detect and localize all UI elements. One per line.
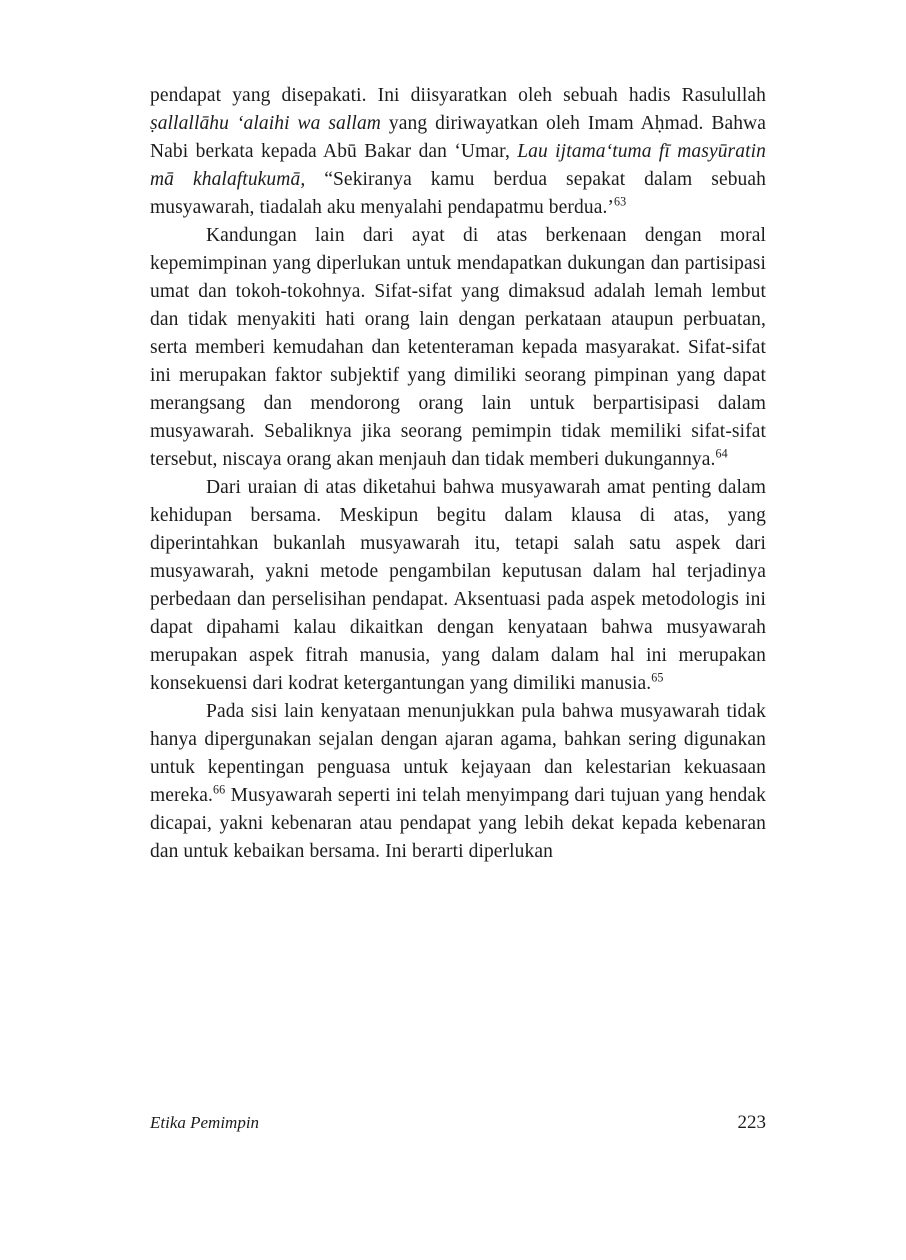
running-title: Etika Pemimpin xyxy=(150,1113,260,1132)
text-run: yang diriwayatkan oleh Imam Aḥmad. Bahwa Nabi berkata kepada Abū Bakar dan ‘Umar, xyxy=(150,113,766,162)
text-block xyxy=(150,82,766,866)
footer xyxy=(150,1112,766,1134)
text-run: pendapat yang disepakati. Ini diisyaratkan oleh sebuah hadis Rasulullah xyxy=(150,85,766,106)
paragraph xyxy=(150,222,766,474)
italic-text-run: ṣallallāhu ‘alaihi wa sallam xyxy=(150,113,381,134)
paragraph xyxy=(150,474,766,698)
paragraph xyxy=(150,82,766,222)
text-run: Dari uraian di atas diketahui bahwa musyawarah amat penting dalam kehidupan bersama. Meskipun begitu dalam klausa di atas, yang diperintahkan bukanlah musyawarah itu, tetapi salah satu aspek dari musyawarah, yakni metode pengambilan keputusan dalam hal terjadinya perbedaan dan perselisihan pendapat. Aksentuasi pada aspek metodologis ini dapat dipahami kalau dikaitkan dengan kenyataan bahwa musyawarah merupakan aspek fitrah manusia, yang dalam dalam hal ini merupakan konsekuensi dari kodrat ketergantungan yang dimiliki manusia. xyxy=(150,477,766,694)
italic-text-run: Lau ijtama‘tuma fī masyūratin mā khalaftukumā, xyxy=(150,141,766,190)
text-run: Kandungan lain dari ayat di atas berkenaan dengan moral kepemimpinan yang diperlukan untuk mendapatkan dukungan dan partisipasi umat dan tokoh-tokohnya. Sifat-sifat yang dimaksud adalah lemah lembut dan tidak menyakiti hati orang lain dengan perkataan ataupun perbuatan, serta memberi kemudahan dan ketenteraman kepada masyarakat. Sifat-sifat ini merupakan faktor subjektif yang dimiliki seorang pimpinan yang dapat merangsang dan mendorong orang lain untuk berpartisipasi dalam musyawarah. Sebaliknya jika seorang pemimpin tidak memiliki sifat-sifat tersebut, niscaya orang akan menjauh dan tidak memberi dukungannya. xyxy=(150,225,766,470)
text-run: “Sekiranya kamu berdua sepakat dalam sebuah musyawarah, tiadalah aku menyalahi pendapatmu berdua.’ xyxy=(150,169,767,218)
text-run: Pada sisi lain kenyataan menunjukkan pula bahwa musyawarah tidak hanya dipergunakan sejalan dengan ajaran agama, bahkan sering digunakan untuk kepentingan penguasa untuk kejayaan dan kelestarian kekuasaan mereka. xyxy=(150,701,766,806)
footnote-ref: 64 xyxy=(715,446,728,461)
text-run: Musyawarah seperti ini telah menyimpang dari tujuan yang hendak dicapai, yakni kebenaran atau pendapat yang lebih dekat kepada kebenaran dan untuk kebaikan bersama. Ini berarti diperlukan xyxy=(150,785,766,862)
footnote-ref: 65 xyxy=(651,670,664,685)
footnote-ref: 63 xyxy=(614,194,627,209)
page-number: 223 xyxy=(737,1112,766,1133)
footnote-ref: 66 xyxy=(212,782,226,797)
paragraph xyxy=(150,698,766,866)
